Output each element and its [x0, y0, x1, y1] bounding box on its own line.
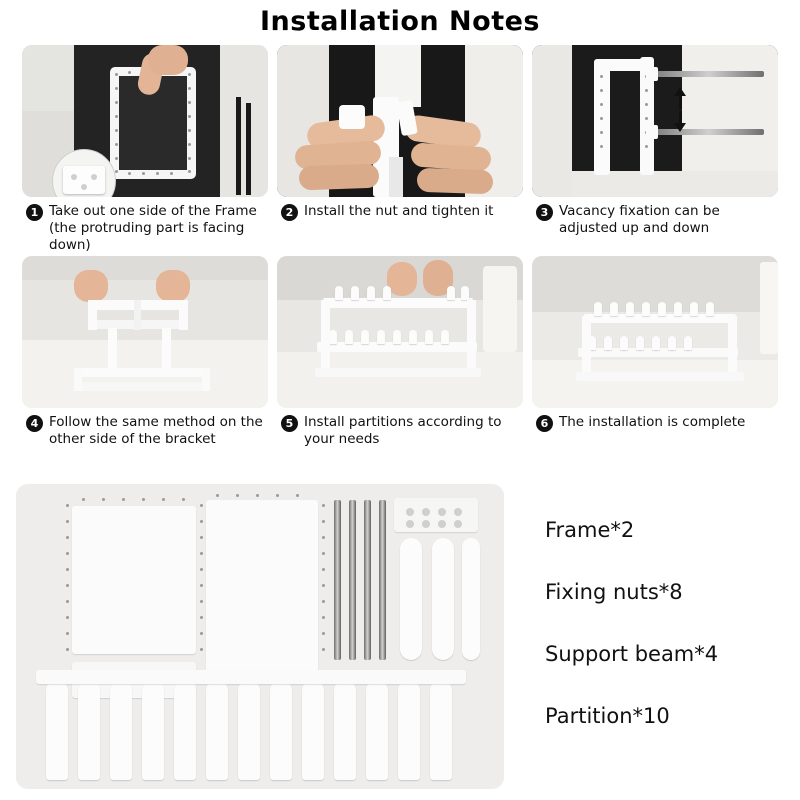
step-3-caption	[532, 197, 778, 237]
steps-grid	[0, 45, 800, 448]
step-2-number: 2	[281, 204, 298, 221]
step-3-number: 3	[536, 204, 553, 221]
step-3-caption-text: Vacancy fixation can be adjusted up and down	[559, 203, 720, 236]
step-2-photo	[277, 45, 523, 197]
step-5-caption-text: Install partitions according to your needs	[304, 414, 502, 447]
step-1-caption-text: Take out one side of the Frame (the protruding part is facing down)	[49, 203, 257, 253]
step-4-photo	[22, 256, 268, 408]
parts-list-item-fixing-nuts: Fixing nuts*8	[545, 580, 683, 604]
step-5-number: 5	[281, 415, 298, 432]
step-2	[277, 45, 523, 254]
parts-list	[545, 520, 795, 768]
step-4-number: 4	[26, 415, 43, 432]
step-3	[532, 45, 778, 254]
step-2-caption-text: Install the nut and tighten it	[304, 203, 494, 219]
parts-list-item-support-beam: Support beam*4	[545, 642, 719, 666]
step-1-photo	[22, 45, 268, 197]
step-1	[22, 45, 268, 254]
step-5	[277, 256, 523, 448]
step-6-caption	[532, 408, 778, 432]
step-2-caption	[277, 197, 523, 221]
page-title: Installation Notes	[260, 6, 540, 37]
step-4-caption	[22, 408, 268, 448]
step-5-photo	[277, 256, 523, 408]
parts-list-item-partition: Partition*10	[545, 704, 670, 728]
step-6	[532, 256, 778, 448]
step-1-number: 1	[26, 204, 43, 221]
step-4	[22, 256, 268, 448]
step-1-caption	[22, 197, 268, 254]
parts-layout-photo	[16, 484, 504, 789]
step-3-photo	[532, 45, 778, 197]
step-6-number: 6	[536, 415, 553, 432]
step-5-caption	[277, 408, 523, 448]
step-4-caption-text: Follow the same method on the other side of the bracket	[49, 414, 263, 447]
parts-list-item-frame: Frame*2	[545, 518, 635, 542]
step-6-photo	[532, 256, 778, 408]
step-6-caption-text: The installation is complete	[559, 414, 746, 430]
